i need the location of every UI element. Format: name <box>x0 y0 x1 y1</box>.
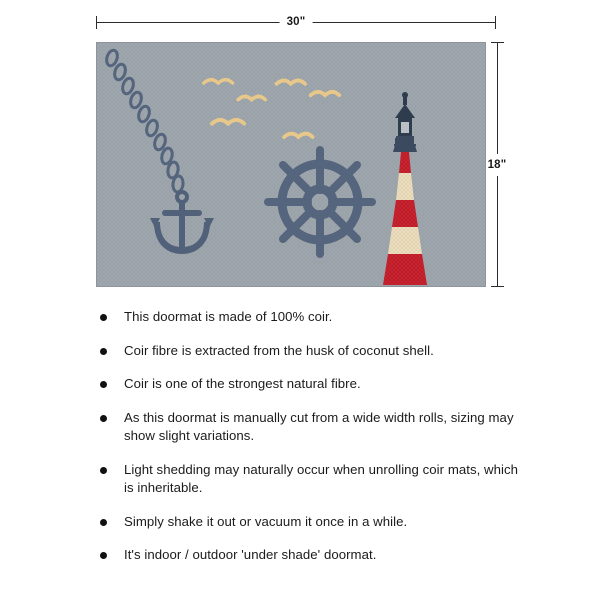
width-dimension-right-cap <box>495 16 496 29</box>
width-dimension-left-cap <box>96 16 97 29</box>
list-item-text: Coir fibre is extracted from the husk of coconut shell. <box>124 342 434 358</box>
list-item <box>100 342 530 361</box>
width-dimension <box>96 12 496 32</box>
list-item <box>100 409 530 446</box>
list-item-text: As this doormat is manually cut from a wide width rolls, sizing may show slight variations. <box>124 409 514 443</box>
height-dimension <box>486 42 508 287</box>
list-item-text: It's indoor / outdoor 'under shade' doormat. <box>124 547 377 562</box>
product-image <box>96 42 486 287</box>
width-dimension-label: 30" <box>280 12 313 32</box>
bullet-point-icon <box>100 381 107 388</box>
height-dimension-bottom-cap <box>491 286 504 287</box>
height-dimension-label: 18" <box>488 154 507 176</box>
list-item <box>100 513 530 532</box>
bullet-point-icon <box>100 314 107 321</box>
bullet-point-icon <box>100 348 107 355</box>
doormat-illustration <box>96 42 486 287</box>
bullet-point-icon <box>100 552 107 559</box>
list-item <box>100 461 530 498</box>
list-item <box>100 375 530 394</box>
mat-background <box>96 42 486 287</box>
bullet-point-icon <box>100 467 107 474</box>
list-item-text: Coir is one of the strongest natural fibre. <box>124 376 361 391</box>
list-item-text: Simply shake it out or vacuum it once in a while. <box>124 513 408 529</box>
feature-bullet-list <box>100 308 530 580</box>
list-item <box>100 308 530 327</box>
list-item <box>100 546 530 565</box>
height-dimension-top-cap <box>491 42 504 43</box>
bullet-point-icon <box>100 415 107 422</box>
list-item-text: Light shedding may naturally occur when unrolling coir mats, which is inheritable. <box>124 461 518 495</box>
bullet-point-icon <box>100 519 107 526</box>
list-item-text: This doormat is made of 100% coir. <box>124 309 333 324</box>
